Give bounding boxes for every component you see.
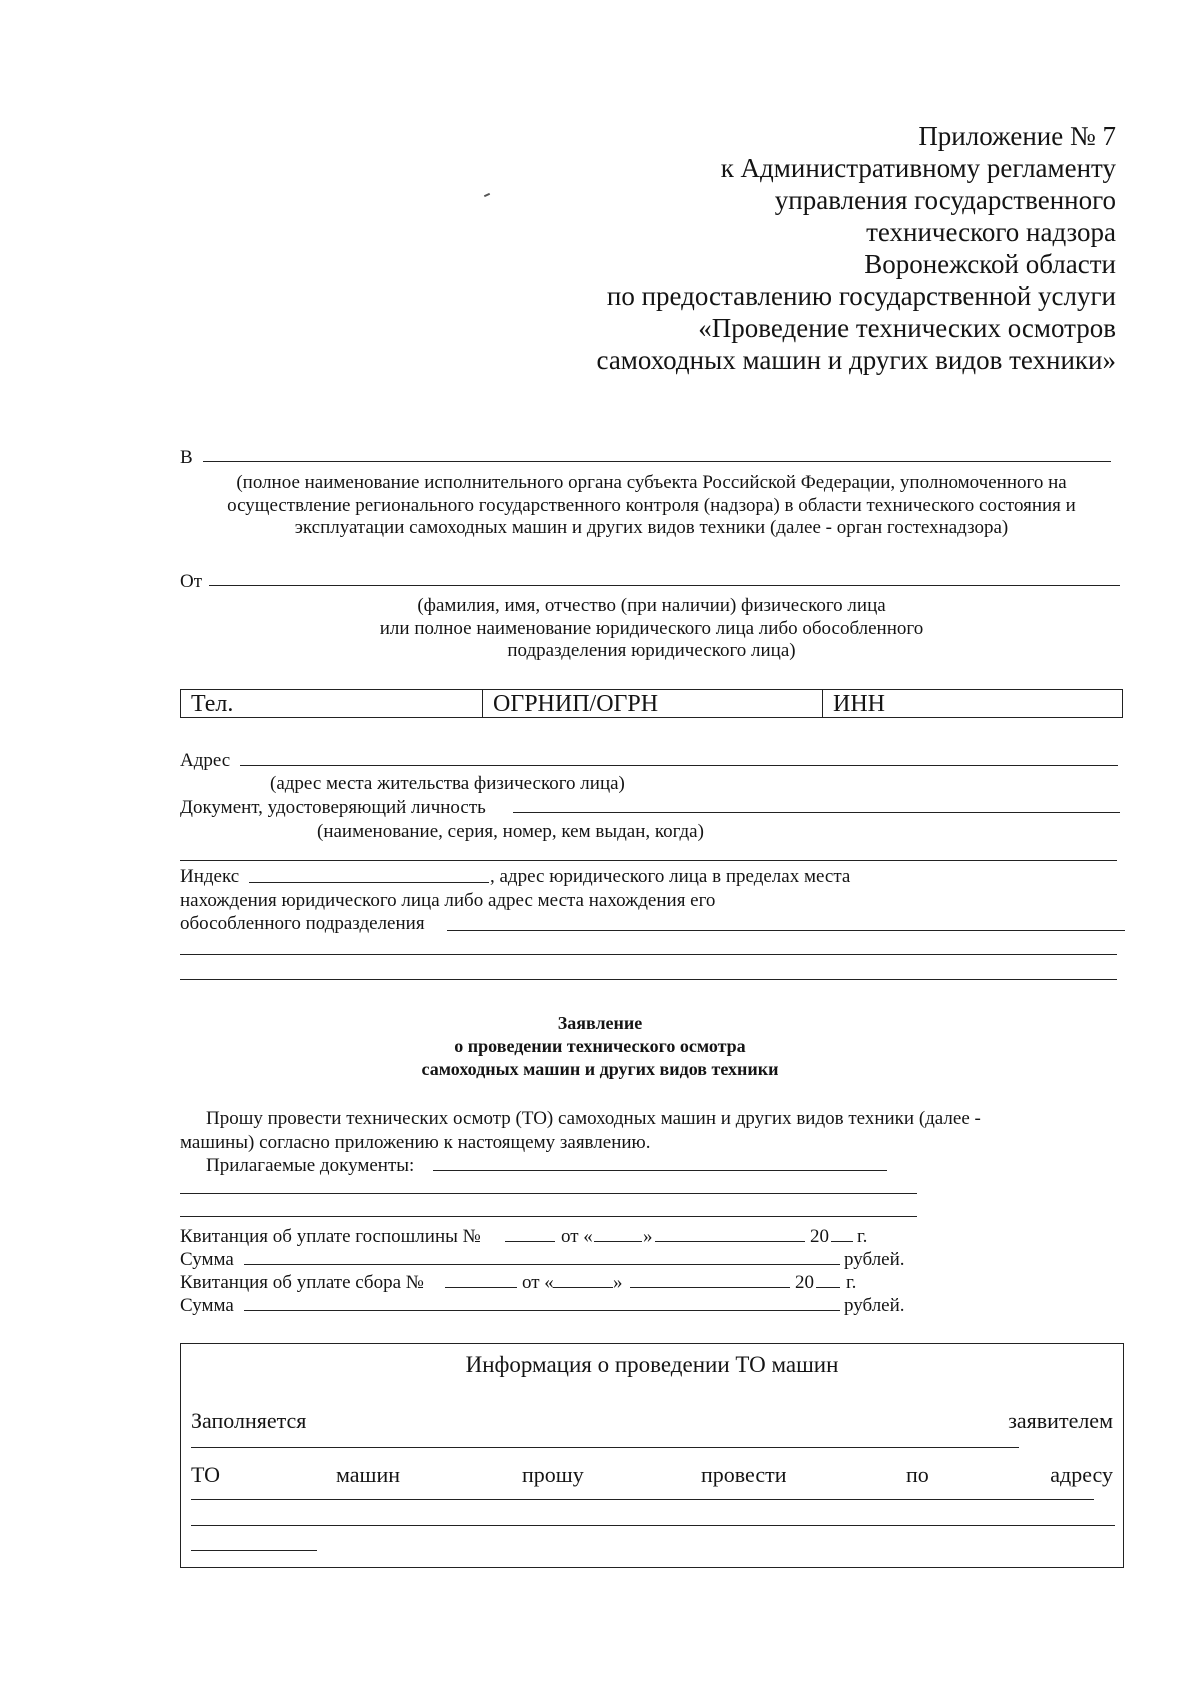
levy-currency: рублей. xyxy=(844,1295,905,1316)
application-title xyxy=(0,1012,1200,1081)
info-word: прошу xyxy=(522,1462,584,1487)
attachments-extra-line[interactable] xyxy=(180,1193,917,1194)
legal-extra-line[interactable] xyxy=(180,979,1117,980)
appendix-header xyxy=(597,120,1117,376)
caption-line: (фамилия, имя, отчество (при наличии) физического лица xyxy=(417,595,886,616)
address-label: Адрес xyxy=(180,750,231,771)
fee-sum-field[interactable] xyxy=(244,1264,840,1265)
title-line: о проведении технического осмотра xyxy=(454,1036,746,1056)
levy-sum-label: Сумма xyxy=(180,1295,234,1316)
id-document-extra-line[interactable] xyxy=(180,860,1117,861)
info-word: машин xyxy=(336,1462,401,1487)
address-field[interactable] xyxy=(240,765,1118,766)
info-word: провести xyxy=(701,1462,787,1487)
id-document-label: Документ, удостоверяющий личность xyxy=(180,797,486,818)
inn-cell[interactable] xyxy=(823,690,1122,717)
levy-quote-close: » xyxy=(613,1272,623,1293)
info-address-line[interactable] xyxy=(191,1550,317,1551)
levy-month-field[interactable] xyxy=(630,1287,790,1288)
attachments-field[interactable] xyxy=(433,1170,887,1171)
info-word: по xyxy=(906,1462,929,1487)
info-address-line[interactable] xyxy=(191,1499,1094,1500)
levy-receipt-label: Квитанция об уплате сбора № xyxy=(180,1272,424,1293)
header-line: управления государственного xyxy=(774,185,1116,215)
fee-currency: рублей. xyxy=(844,1249,905,1270)
fee-receipt-label: Квитанция об уплате госпошлины № xyxy=(180,1226,481,1247)
attachments-extra-line[interactable] xyxy=(180,1216,917,1217)
legal-extra-line[interactable] xyxy=(180,954,1117,955)
info-box-title: Информация о проведении ТО машин xyxy=(465,1352,839,1377)
caption-line: или полное наименование юридического лица либо обособленного xyxy=(379,617,924,639)
index-field[interactable] xyxy=(249,882,489,883)
id-document-field[interactable] xyxy=(513,812,1120,813)
title-line: самоходных машин и других видов техники xyxy=(421,1059,779,1079)
application-body-line: машины) согласно приложению к настоящему заявлению. xyxy=(180,1132,651,1153)
levy-day-field[interactable] xyxy=(553,1287,613,1288)
levy-year-field[interactable] xyxy=(816,1287,840,1288)
fee-from-label: от « xyxy=(561,1226,593,1247)
levy-year-prefix: 20 xyxy=(795,1272,814,1293)
index-tail: , адрес юридического лица в пределах места xyxy=(490,866,851,887)
id-document-caption: (наименование, серия, номер, кем выдан, когда) xyxy=(317,821,704,842)
recipient-prefix: В xyxy=(180,447,193,468)
header-line: к Административному регламенту xyxy=(720,153,1116,183)
legal-branch-label: обособленного подразделения xyxy=(180,913,425,934)
sender-field[interactable] xyxy=(209,585,1120,586)
info-word: адресу xyxy=(1050,1462,1113,1487)
scan-speck xyxy=(484,193,490,197)
index-label: Индекс xyxy=(180,866,240,887)
sender-prefix: От xyxy=(180,571,203,592)
fee-receipt-number-field[interactable] xyxy=(505,1241,555,1242)
ogrn-cell[interactable] xyxy=(483,690,823,717)
levy-from-label: от « xyxy=(522,1272,554,1293)
caption-line: осуществление регионального государственного контроля (надзора) в области технического состояния и xyxy=(227,494,1076,516)
inn-label: ИНН xyxy=(833,691,885,717)
phone-label: Тел. xyxy=(191,691,234,717)
caption-line: эксплуатации самоходных машин и других видов техники (далее - орган гостехнадзора) xyxy=(294,517,1009,538)
filled-by-left: Заполняется xyxy=(191,1408,307,1433)
header-line: Приложение № 7 xyxy=(918,121,1116,151)
attachments-label: Прилагаемые документы: xyxy=(206,1155,415,1176)
header-line: самоходных машин и других видов техники» xyxy=(596,345,1116,375)
application-body-line: Прошу провести технических осмотр (ТО) самоходных машин и других видов техники (далее - xyxy=(206,1108,981,1129)
sender-caption xyxy=(180,595,1123,663)
inspection-info-box xyxy=(180,1343,1124,1568)
filled-by-right: заявителем xyxy=(1008,1408,1113,1433)
fee-month-field[interactable] xyxy=(655,1241,805,1242)
fee-year-suffix: г. xyxy=(857,1226,868,1247)
caption-line: (полное наименование исполнительного органа субъекта Российской Федерации, уполномоченного на xyxy=(236,472,1067,493)
ogrn-label: ОГРНИП/ОГРН xyxy=(493,691,659,717)
levy-year-suffix: г. xyxy=(846,1272,857,1293)
contacts-table xyxy=(180,689,1123,718)
fee-year-prefix: 20 xyxy=(810,1226,829,1247)
title-line: Заявление xyxy=(557,1013,643,1033)
info-word: ТО xyxy=(191,1462,221,1487)
caption-line: подразделения юридического лица) xyxy=(507,640,796,661)
header-line: Воронежской области xyxy=(864,249,1116,279)
phone-cell[interactable] xyxy=(181,690,483,717)
legal-address-line: нахождения юридического лица либо адрес места нахождения его xyxy=(180,890,716,911)
fee-sum-label: Сумма xyxy=(180,1249,234,1270)
address-caption: (адрес места жительства физического лица) xyxy=(270,773,625,794)
fee-year-field[interactable] xyxy=(831,1241,853,1242)
fee-quote-close: » xyxy=(643,1226,653,1247)
legal-branch-field[interactable] xyxy=(447,930,1125,931)
header-line: по предоставлению государственной услуги xyxy=(606,281,1116,311)
levy-sum-field[interactable] xyxy=(244,1310,840,1311)
info-line[interactable] xyxy=(191,1447,1019,1448)
info-address-line[interactable] xyxy=(191,1525,1115,1526)
levy-receipt-number-field[interactable] xyxy=(445,1287,517,1288)
recipient-caption xyxy=(180,472,1123,540)
header-line: «Проведение технических осмотров xyxy=(698,313,1116,343)
fee-day-field[interactable] xyxy=(594,1241,642,1242)
recipient-field[interactable] xyxy=(203,461,1111,462)
header-line: технического надзора xyxy=(866,217,1116,247)
